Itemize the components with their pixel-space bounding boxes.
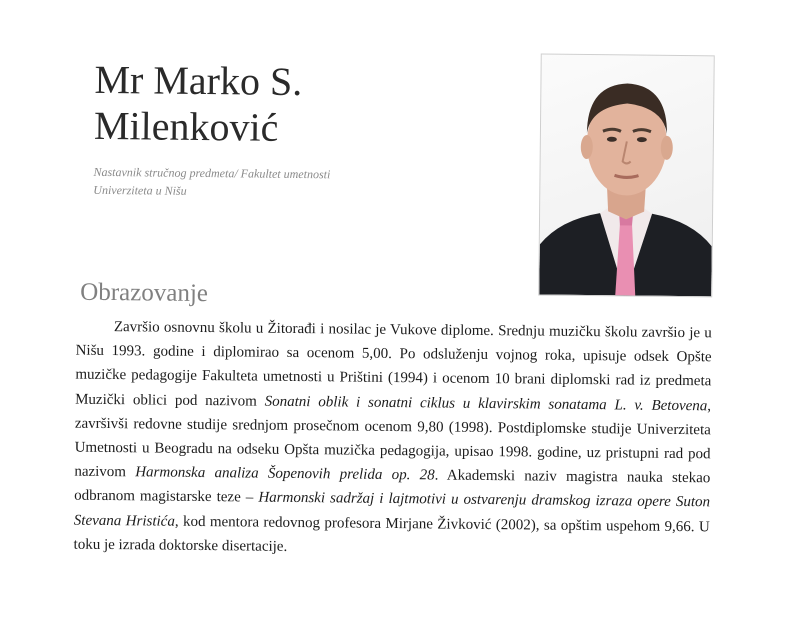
education-text-3: . Akademski naziv magistra nauka stekao odbranom magistarske teze – xyxy=(74,467,711,507)
education-text-4: , kod mentora redovnog profesora Mirjane Živković (2002), sa opštim uspehom 9,66. U toku je izrada doktorske disertacije. xyxy=(73,513,710,555)
person-name xyxy=(94,57,395,152)
education-text-1: Završio osnovnu školu u Žitorađi i nosilac je Vukove diplome. Srednju muzičku školu završio je u Nišu 1993. godine i diplomirao sa ocenom 5,00. Po odsluženju vojnog roka, upisuje odsek Opšte muzičke pedagogije Fakulteta umetnosti u Prištini (1994) i ocenom 10 brani diplomski rad iz predmeta Muzički oblici pod nazivom xyxy=(75,319,712,410)
education-text-2: , završivši redovne studije srednjom prosečnom ocenom 9,80 (1998). Postdiplomske studije Univerziteta Umetnosti u Beogradu na odseku Opšta muzička pedagogija, upisao 1998. godine, uz pristupni rad pod nazivom xyxy=(74,397,712,481)
job-title: Nastavnik stručnog predmeta/ Fakultet umetnosti Univerziteta u Nišu xyxy=(93,164,331,198)
person-name-line1: Mr Marko S. xyxy=(94,56,303,105)
thesis-title-entry: Harmonska analiza Šopenovih prelida op. 28 xyxy=(135,464,435,484)
section-heading-education: Obrazovanje xyxy=(80,278,209,308)
thesis-title-master: Harmonski sadržaj i lajtmotivi u ostvarenju dramskog izraza opere Suton Stevana Hristića xyxy=(73,490,711,530)
education-paragraph xyxy=(73,315,711,564)
thesis-title-diploma: Sonatni oblik i sonatni ciklus u klavirskim sonatama L. v. Betovena xyxy=(264,393,708,414)
portrait-photo xyxy=(538,54,715,298)
person-name-line2: Milenković xyxy=(93,102,279,150)
portrait-icon xyxy=(539,55,714,297)
